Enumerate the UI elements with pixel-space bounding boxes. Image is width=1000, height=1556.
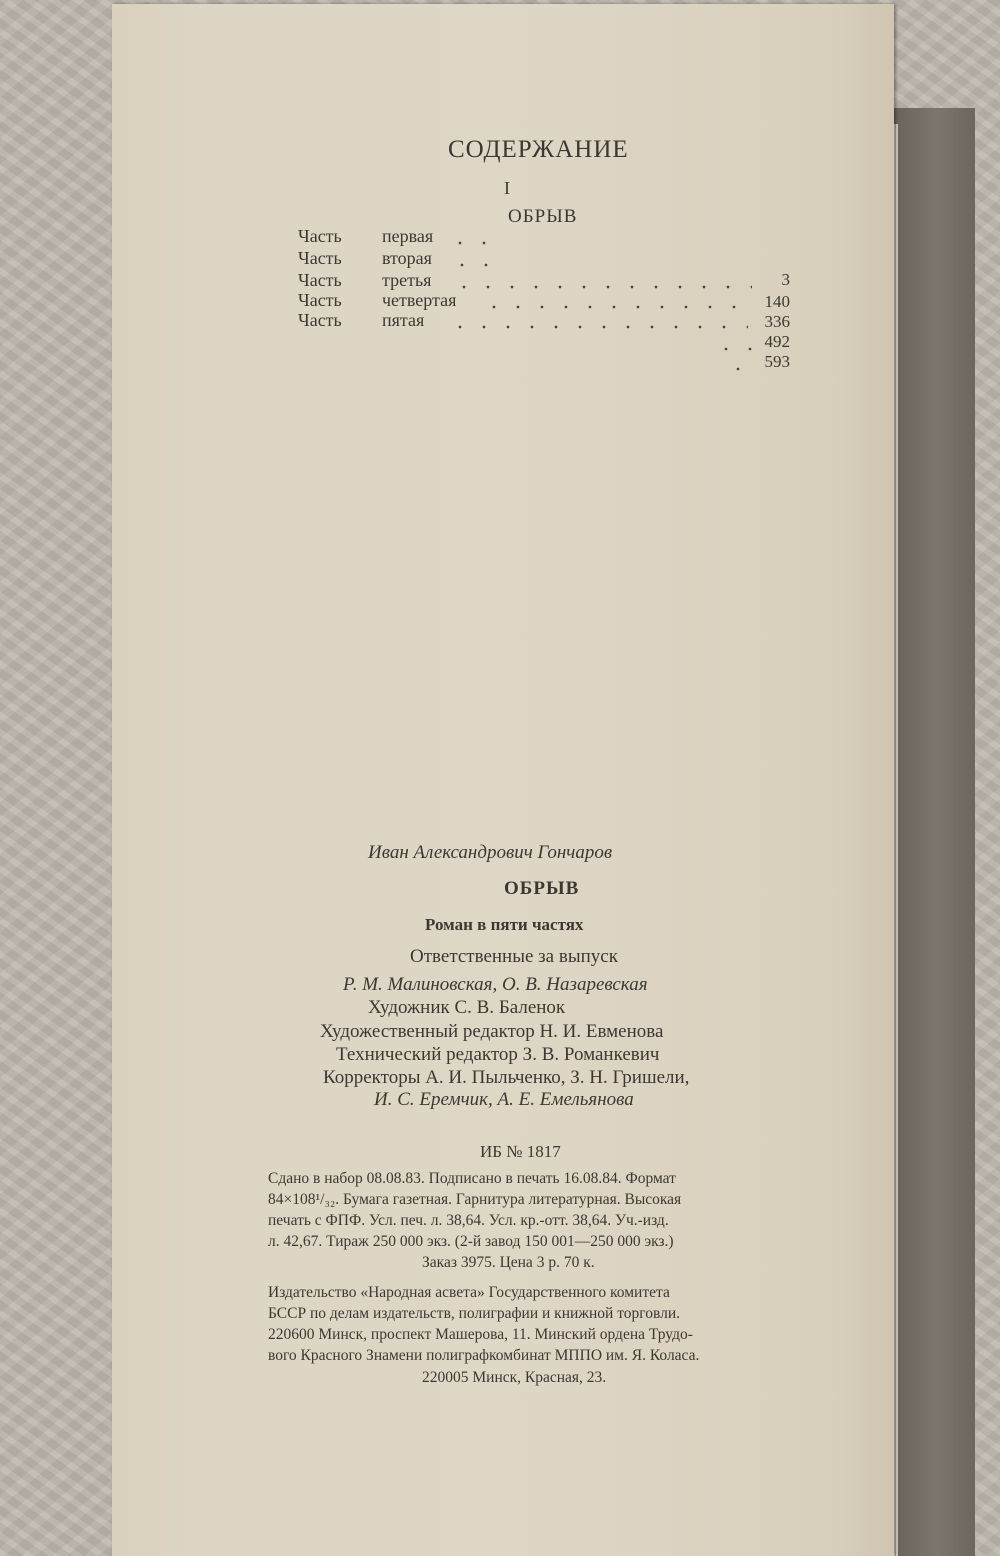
toc-part-name: вторая	[382, 248, 432, 268]
toc-row-1	[298, 226, 798, 250]
tech-line-5: Заказ 3975. Цена 3 р. 70 к.	[422, 1254, 595, 1271]
toc-leader-dots	[448, 324, 748, 330]
credit-line-7: И. С. Еремчик, А. Е. Емельянова	[374, 1089, 634, 1110]
toc-row-2	[298, 248, 798, 272]
toc-part-label: Часть	[298, 248, 342, 268]
toc-part-label: Часть	[298, 226, 342, 246]
toc-row-5	[298, 310, 798, 334]
toc-part-name: пятая	[382, 310, 425, 330]
toc-page-number: 336	[764, 312, 790, 331]
toc-page-number: 3	[781, 270, 790, 289]
publisher-line-4: вого Красного Знамени полиграфкомбинат МППО им. Я. Коласа.	[268, 1347, 700, 1364]
toc-page-number: 492	[764, 332, 790, 351]
toc-row-7	[298, 352, 798, 376]
toc-leader-dots	[448, 240, 488, 246]
ib-number: ИБ № 1817	[480, 1142, 561, 1161]
toc-part-name: первая	[382, 226, 434, 246]
tech-line-4: л. 42,67. Тираж 250 000 экз. (2-й завод 150 001—250 000 экз.)	[268, 1233, 674, 1250]
contents-heading: СОДЕРЖАНИЕ	[448, 136, 629, 163]
publisher-line-1: Издательство «Народная асвета» Государственного комитета	[268, 1284, 670, 1301]
toc-part-name: третья	[382, 270, 432, 290]
credit-line-5: Технический редактор З. В. Романкевич	[336, 1044, 660, 1065]
toc-part-label: Часть	[298, 310, 342, 330]
publisher-line-5: 220005 Минск, Красная, 23.	[422, 1369, 607, 1386]
tech-line-2: 84×108¹/₃₂. Бумага газетная. Гарнитура литературная. Высокая	[268, 1191, 682, 1208]
toc-leader-dots	[726, 366, 756, 372]
publisher-line-2: БССР по делам издательств, полиграфии и книжной торговли.	[268, 1305, 681, 1322]
toc-page-number: 593	[764, 352, 790, 371]
toc-leader-dots	[450, 262, 490, 268]
imprint-subtitle: Роман в пяти частях	[425, 915, 584, 934]
imprint-author: Иван Александрович Гончаров	[368, 842, 613, 863]
imprint-title: ОБРЫВ	[504, 878, 580, 899]
tech-line-3: печать с ФПФ. Усл. печ. л. 38,64. Усл. кр.-отт. 38,64. Уч.-изд.	[268, 1212, 669, 1229]
contents-part-number: I	[504, 178, 510, 198]
credit-line-3: Художник С. В. Баленок	[368, 997, 566, 1018]
credit-line-4: Художественный редактор Н. И. Евменова	[320, 1021, 664, 1042]
credit-line-2: Р. М. Малиновская, О. В. Назаревская	[343, 974, 648, 995]
credit-line-1: Ответственные за выпуск	[410, 946, 618, 967]
toc-part-label: Часть	[298, 290, 342, 310]
publisher-line-3: 220600 Минск, проспект Машерова, 11. Минский ордена Трудо-	[268, 1326, 693, 1343]
toc-part-label: Часть	[298, 270, 342, 290]
toc-part-name: четвертая	[382, 290, 457, 310]
book-page	[112, 4, 894, 1556]
credit-line-6: Корректоры А. И. Пыльченко, З. Н. Гришели,	[323, 1067, 690, 1088]
contents-novel-title: ОБРЫВ	[508, 206, 578, 227]
toc-page-number: 140	[764, 292, 790, 311]
tech-line-1: Сдано в набор 08.08.83. Подписано в печать 16.08.84. Формат	[268, 1170, 676, 1187]
